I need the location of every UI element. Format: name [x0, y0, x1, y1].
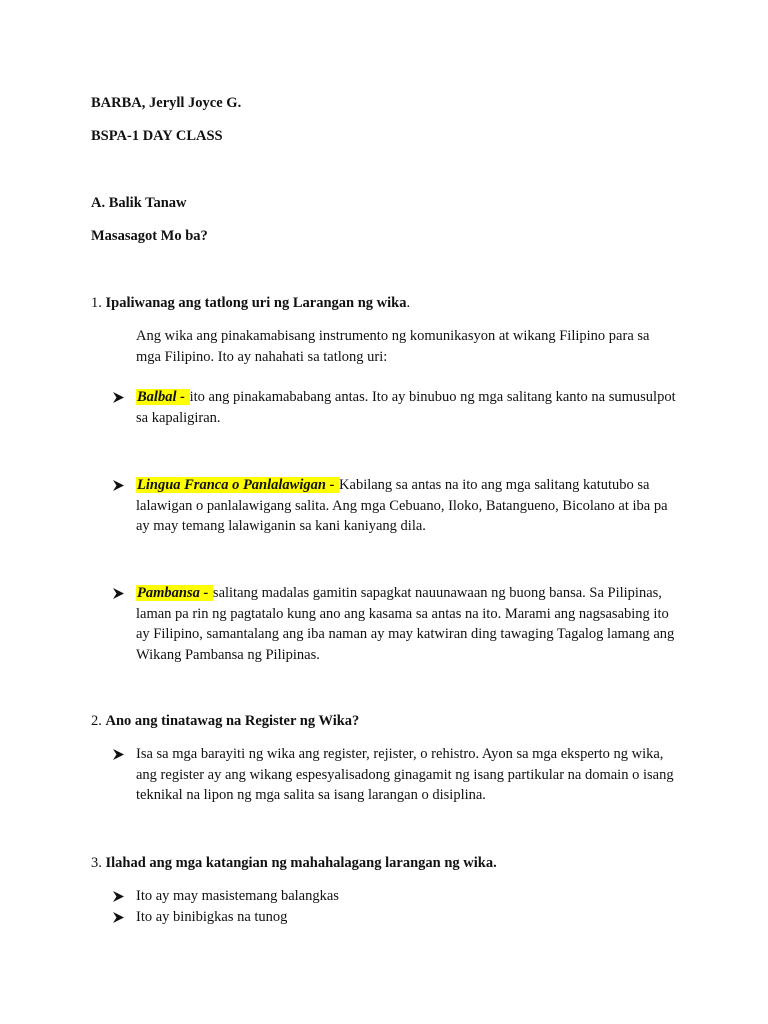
term-highlight: Lingua Franca o Panlalawigan -: [137, 477, 339, 493]
q3-item: Ito ay binibigkas na tunog: [136, 909, 288, 925]
class-section: BSPA-1 DAY CLASS: [91, 128, 223, 144]
q1-item-lingua-franca: [136, 475, 676, 537]
term-highlight: Balbal -: [137, 389, 189, 405]
q1-intro: Ang wika ang pinakamabisang instrumento ng komunikasyon at wikang Filipino para sa mga Filipino. Ito ay nahahati sa tatlong uri:: [136, 328, 650, 365]
arrow-bullet-icon: [113, 886, 124, 902]
term-highlight: Pambansa -: [137, 585, 212, 601]
part-subtitle: Masasagot Mo ba?: [91, 228, 208, 244]
question-2: [91, 711, 359, 732]
question-3: [91, 853, 497, 874]
question-text: Ilahad ang mga katangian ng mahahalagang larangan ng wika.: [105, 855, 497, 871]
question-number: 2.: [91, 713, 102, 729]
arrow-bullet-icon: [113, 475, 124, 491]
q3-item: Ito ay may masistemang balangkas: [136, 888, 339, 904]
arrow-bullet-icon: [113, 583, 124, 599]
question-trailing: .: [406, 295, 411, 311]
question-1: [91, 293, 410, 314]
q2-answer: Isa sa mga barayiti ng wika ang register, rejister, o rehistro. Ayon sa mga eksperto ng wika, ang register ay ang wikang espesyalisadong ginagamit ng isang partikular na domain o isang teknikal na lipon ng mga salita sa isang larangan o disiplina.: [136, 746, 674, 803]
question-number: 3.: [91, 855, 102, 871]
term-description: ito ang pinakamababang antas. Ito ay binubuo ng mga salitang kanto na sumusulpot sa kapaligiran.: [136, 389, 676, 426]
arrow-bullet-icon: [113, 744, 124, 760]
question-number: 1.: [91, 295, 102, 311]
question-text: Ipaliwanag ang tatlong uri ng Larangan ng wika: [105, 295, 407, 311]
question-text: Ano ang tinatawag na Register ng Wika?: [105, 713, 360, 729]
student-name: BARBA, Jeryll Joyce G.: [91, 95, 242, 111]
q1-item-pambansa: [136, 583, 676, 665]
arrow-bullet-icon: [113, 907, 124, 923]
part-title: A. Balik Tanaw: [91, 195, 187, 211]
term-description: salitang madalas gamitin sapagkat nauunawaan ng buong bansa. Sa Pilipinas, laman pa rin ng pagtatalo kung ano ang kasama sa antas na ito. Marami ang nagsasabing ito ay Filipino, samantalang ang iba naman ay may katwiran ding tawaging Tagalog lamang ang Wikang Pambansa ng Pilipinas.: [136, 585, 675, 663]
arrow-bullet-icon: [113, 387, 124, 403]
term-description: Kabilang sa antas na ito ang mga salitang katutubo sa lalawigan o panlalawigang salita. Ang mga Cebuano, Iloko, Batangueno, Bicolano at iba pa ay may temang lalawiganin sa kani kaniyang dila.: [136, 477, 668, 534]
q1-item-balbal: [136, 387, 676, 428]
